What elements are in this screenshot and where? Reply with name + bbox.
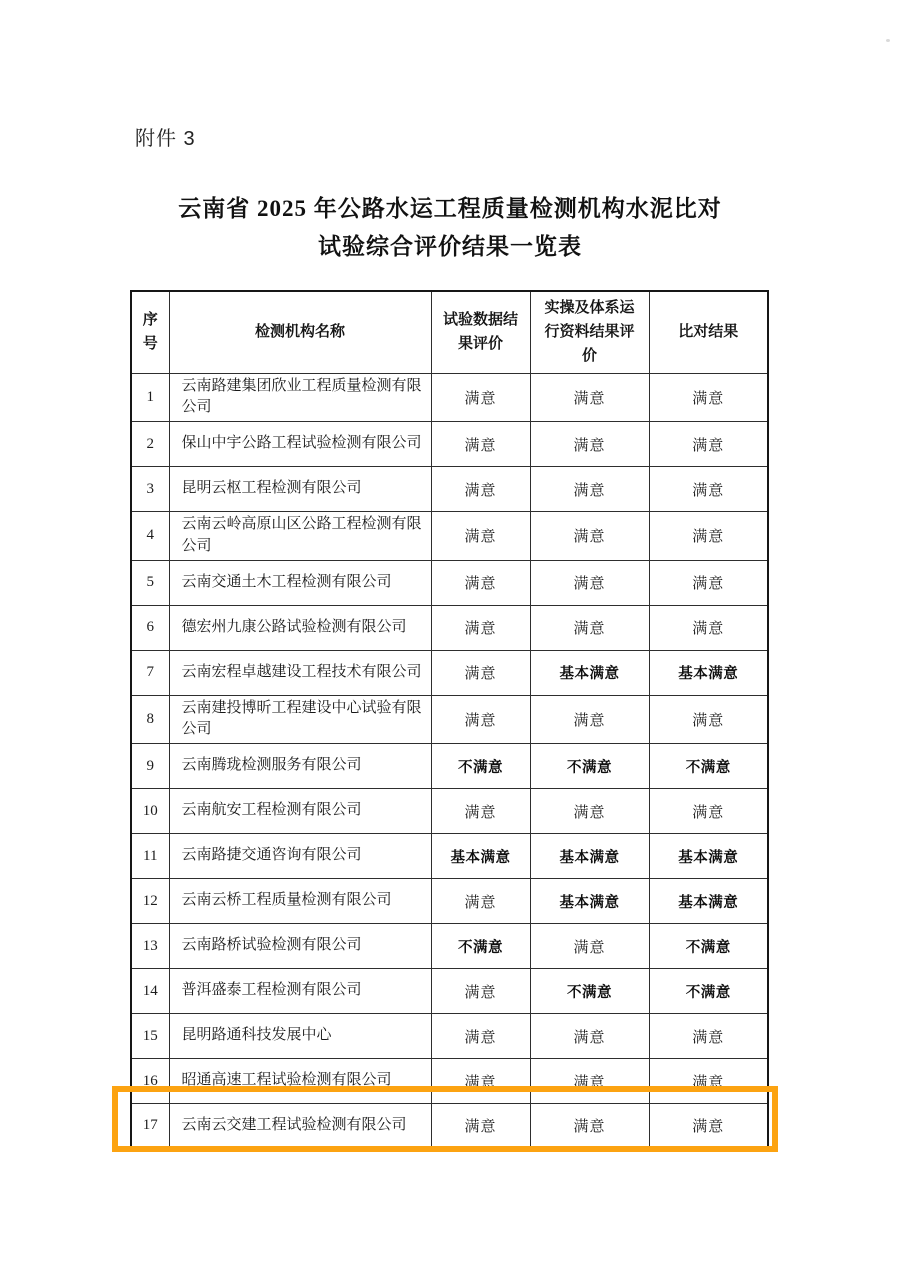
institution-name: 云南路捷交通咨询有限公司: [169, 834, 431, 879]
ops-eval-result: 满意: [530, 1104, 649, 1149]
comparison-result: 不满意: [649, 744, 768, 789]
ops-eval-result: 基本满意: [530, 879, 649, 924]
institution-name: 云南航安工程检测有限公司: [169, 789, 431, 834]
table-row-11: [131, 834, 768, 879]
institution-name: 德宏州九康公路试验检测有限公司: [169, 605, 431, 650]
institution-name: 云南云岭高原山区公路工程检测有限公司: [169, 512, 431, 561]
data-eval-result: 满意: [431, 512, 530, 561]
data-eval-result: 满意: [431, 1104, 530, 1149]
comparison-result: 不满意: [649, 924, 768, 969]
data-eval-result: 基本满意: [431, 834, 530, 879]
table-row-10: [131, 789, 768, 834]
results-table: [130, 290, 769, 1150]
institution-name: 普洱盛泰工程检测有限公司: [169, 969, 431, 1014]
data-eval-result: 满意: [431, 467, 530, 512]
table-row-5: [131, 560, 768, 605]
comparison-result: 基本满意: [649, 879, 768, 924]
column-header-ops-eval: 实操及体系运行资料结果评价: [530, 291, 649, 373]
institution-name: 云南路建集团欣业工程质量检测有限公司: [169, 373, 431, 422]
ops-eval-result: 基本满意: [530, 834, 649, 879]
column-header-data-eval: 试验数据结果评价: [431, 291, 530, 373]
table-row-9: [131, 744, 768, 789]
column-header-institution: 检测机构名称: [169, 291, 431, 373]
comparison-result: 满意: [649, 467, 768, 512]
row-number: 8: [131, 695, 169, 744]
row-number: 17: [131, 1104, 169, 1149]
ops-eval-result: 不满意: [530, 744, 649, 789]
data-eval-result: 满意: [431, 1059, 530, 1104]
table-row-2: [131, 422, 768, 467]
ops-eval-result: 满意: [530, 512, 649, 561]
row-number: 2: [131, 422, 169, 467]
document-title: [0, 190, 900, 266]
data-eval-result: 满意: [431, 789, 530, 834]
comparison-result: 满意: [649, 1059, 768, 1104]
institution-name: 昭通高速工程试验检测有限公司: [169, 1059, 431, 1104]
table-row-16: [131, 1059, 768, 1104]
document-title-line2: 试验综合评价结果一览表: [318, 234, 582, 259]
row-number: 1: [131, 373, 169, 422]
institution-name: 保山中宇公路工程试验检测有限公司: [169, 422, 431, 467]
data-eval-result: 满意: [431, 605, 530, 650]
row-number: 7: [131, 650, 169, 695]
table-row-8: [131, 695, 768, 744]
table-row-14: [131, 969, 768, 1014]
comparison-result: 满意: [649, 373, 768, 422]
institution-name: 云南云交建工程试验检测有限公司: [169, 1104, 431, 1149]
ops-eval-result: 满意: [530, 1014, 649, 1059]
ops-eval-result: 满意: [530, 1059, 649, 1104]
ops-eval-result: 满意: [530, 422, 649, 467]
comparison-result: 满意: [649, 512, 768, 561]
data-eval-result: 满意: [431, 879, 530, 924]
institution-name: 云南路桥试验检测有限公司: [169, 924, 431, 969]
table-row-15: [131, 1014, 768, 1059]
row-number: 10: [131, 789, 169, 834]
comparison-result: 基本满意: [649, 650, 768, 695]
comparison-result: 满意: [649, 560, 768, 605]
institution-name: 昆明云枢工程检测有限公司: [169, 467, 431, 512]
row-number: 12: [131, 879, 169, 924]
institution-name: 云南建投博昕工程建设中心试验有限公司: [169, 695, 431, 744]
table-row-7: [131, 650, 768, 695]
ops-eval-result: 满意: [530, 373, 649, 422]
ops-eval-result: 满意: [530, 467, 649, 512]
row-number: 16: [131, 1059, 169, 1104]
comparison-result: 满意: [649, 605, 768, 650]
row-number: 4: [131, 512, 169, 561]
column-header-comparison: 比对结果: [649, 291, 768, 373]
table-row-17: [131, 1104, 768, 1149]
ops-eval-result: 满意: [530, 560, 649, 605]
ops-eval-result: 满意: [530, 605, 649, 650]
table-row-1: [131, 373, 768, 422]
row-number: 6: [131, 605, 169, 650]
institution-name: 昆明路通科技发展中心: [169, 1014, 431, 1059]
attachment-label: 附件 3: [135, 128, 196, 150]
data-eval-result: 满意: [431, 650, 530, 695]
institution-name: 云南云桥工程质量检测有限公司: [169, 879, 431, 924]
row-number: 3: [131, 467, 169, 512]
comparison-result: 满意: [649, 1014, 768, 1059]
ops-eval-result: 满意: [530, 695, 649, 744]
scan-artifact-speck: [886, 39, 890, 42]
table-row-3: [131, 467, 768, 512]
institution-name: 云南宏程卓越建设工程技术有限公司: [169, 650, 431, 695]
ops-eval-result: 基本满意: [530, 650, 649, 695]
data-eval-result: 满意: [431, 422, 530, 467]
data-eval-result: 不满意: [431, 744, 530, 789]
table-row-6: [131, 605, 768, 650]
row-number: 13: [131, 924, 169, 969]
comparison-result: 满意: [649, 695, 768, 744]
row-number: 15: [131, 1014, 169, 1059]
row-number: 5: [131, 560, 169, 605]
data-eval-result: 满意: [431, 695, 530, 744]
table-row-4: [131, 512, 768, 561]
data-eval-result: 满意: [431, 1014, 530, 1059]
ops-eval-result: 满意: [530, 924, 649, 969]
table-row-12: [131, 879, 768, 924]
document-title-line1: 云南省 2025 年公路水运工程质量检测机构水泥比对: [178, 196, 722, 221]
comparison-result: 不满意: [649, 969, 768, 1014]
data-eval-result: 满意: [431, 969, 530, 1014]
row-number: 11: [131, 834, 169, 879]
row-number: 9: [131, 744, 169, 789]
institution-name: 云南腾珑检测服务有限公司: [169, 744, 431, 789]
row-number: 14: [131, 969, 169, 1014]
comparison-result: 基本满意: [649, 834, 768, 879]
data-eval-result: 满意: [431, 373, 530, 422]
comparison-result: 满意: [649, 422, 768, 467]
data-eval-result: 不满意: [431, 924, 530, 969]
ops-eval-result: 满意: [530, 789, 649, 834]
data-eval-result: 满意: [431, 560, 530, 605]
comparison-result: 满意: [649, 1104, 768, 1149]
institution-name: 云南交通土木工程检测有限公司: [169, 560, 431, 605]
ops-eval-result: 不满意: [530, 969, 649, 1014]
comparison-result: 满意: [649, 789, 768, 834]
table-row-13: [131, 924, 768, 969]
column-header-serial: 序号: [131, 291, 169, 373]
table-header-row: [131, 291, 768, 373]
